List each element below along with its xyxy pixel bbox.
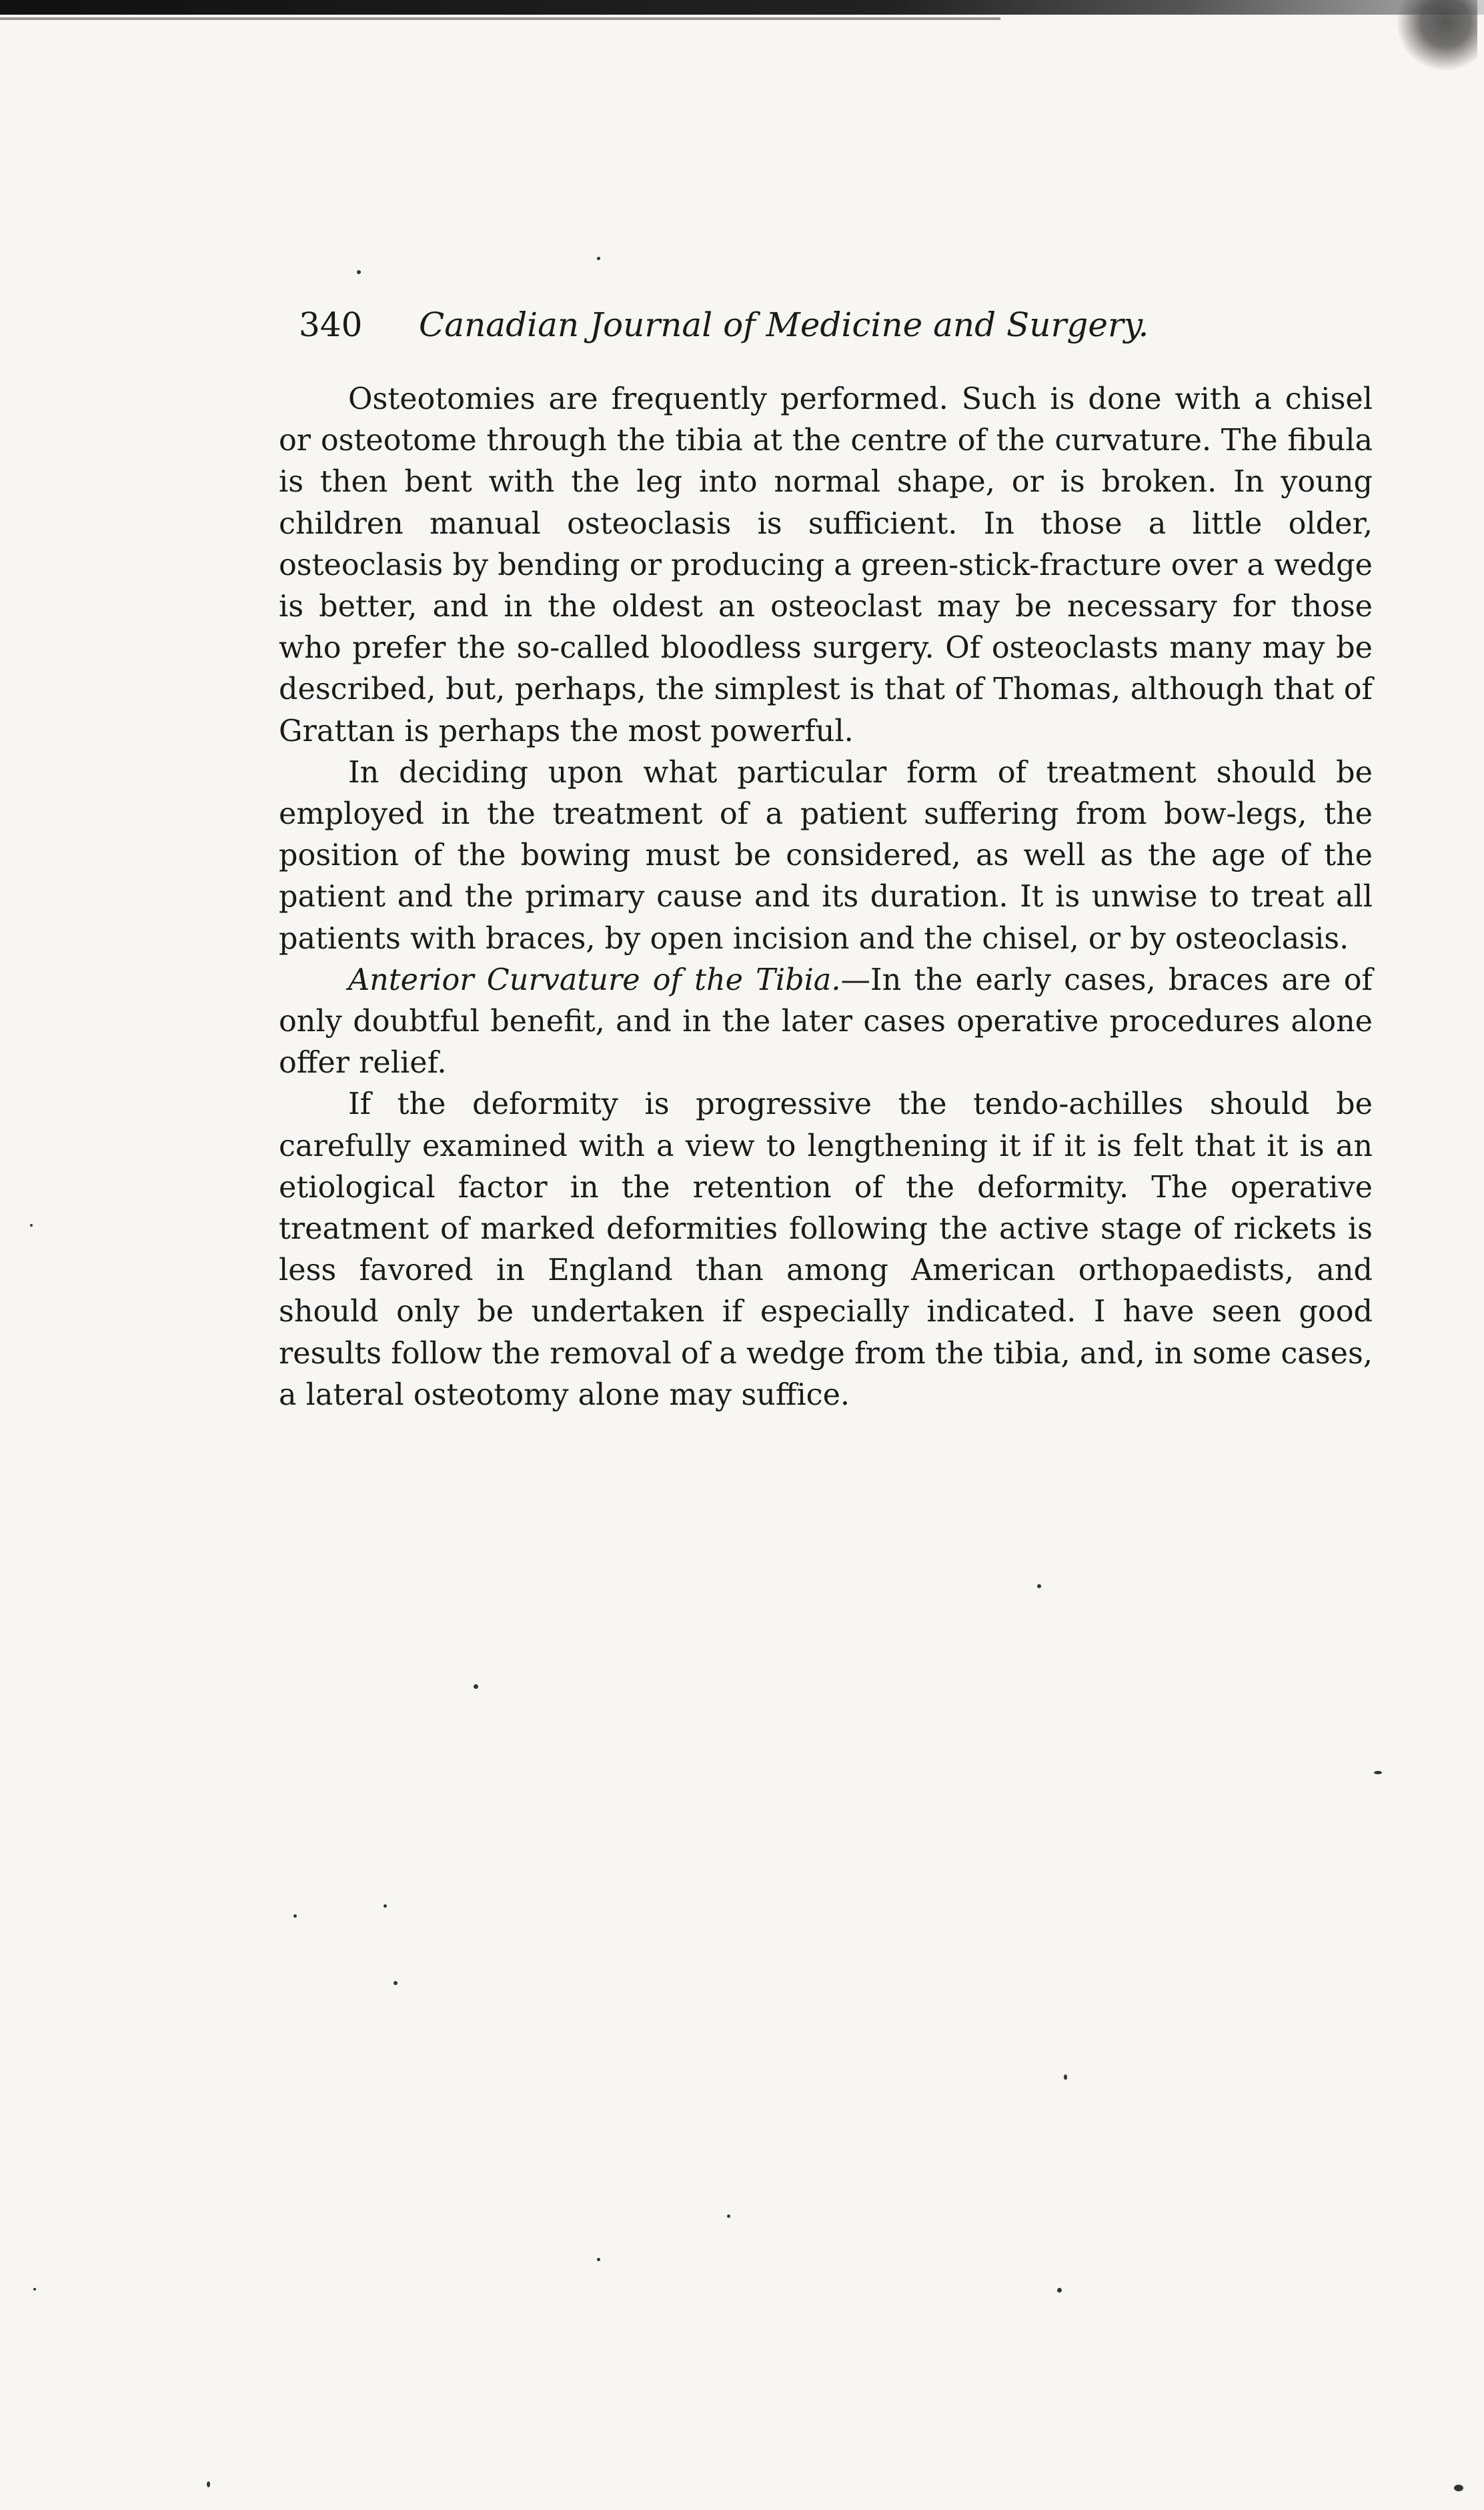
paragraph-text: —In the early cases, braces are of only doubtful benefit, and in the later cases operative procedures alone offer relief. — [279, 963, 1373, 1081]
body-text — [279, 379, 1373, 1416]
corner-ink-blot — [1397, 0, 1477, 73]
print-speck — [1374, 1771, 1382, 1774]
print-speck — [357, 270, 361, 274]
paragraph-osteotomies — [279, 379, 1373, 752]
print-speck — [1454, 2485, 1463, 2491]
paragraph-tendo-achilles — [279, 1084, 1373, 1416]
page-number: 340 — [299, 305, 363, 344]
journal-title: Canadian Journal of Medicine and Surgery. — [419, 305, 1149, 344]
print-speck — [293, 1914, 297, 1918]
print-speck — [33, 2288, 36, 2291]
print-speck — [1037, 1584, 1041, 1588]
page-top-rule — [0, 0, 1484, 15]
print-speck — [394, 1981, 398, 1985]
print-speck — [384, 1904, 387, 1908]
running-head — [299, 303, 1206, 346]
section-heading-italic: Anterior Curvature of the Tibia. — [348, 963, 841, 997]
paragraph-text: In deciding upon what particular form of treatment should be employed in the treatment of a patient suffering from bow-legs, the position of the bowing must be considered, as well as the age of the patient and the primary cause and its duration. It is unwise to treat all patients with braces, by open incision and the chisel, or by osteoclasis. — [279, 755, 1373, 956]
print-speck — [207, 2481, 210, 2487]
print-speck — [474, 1684, 478, 1689]
paragraph-anterior-curvature — [279, 960, 1373, 1085]
page-top-rule-secondary — [0, 17, 1000, 20]
paragraph-text: Osteotomies are frequently performed. Such is done with a chisel or osteotome through the tibia at the centre of the curvature. The fibula is then bent with the leg into normal shape, or is broken. In young children manual osteoclasis is sufficient. In those a little older, osteoclasis by bending or producing a green-stick-fracture over a wedge is better, and in the oldest an osteoclast may be necessary for those who prefer the so-called bloodless surgery. Of osteoclasts many may be described, but, perhaps, the simplest is that of Thomas, although that of Grattan is perhaps the most powerful. — [279, 382, 1373, 748]
paragraph-treatment-choice — [279, 752, 1373, 960]
paragraph-text: If the deformity is progressive the tendo-achilles should be carefully examined with a view to lengthening it if it is felt that it is an etiological factor in the retention of the deformity. The operative treatment of marked deformities following the active stage of rickets is less favored in England than among American orthopaedists, and should only be undertaken if especially indicated. I have seen good results follow the removal of a wedge from the tibia, and, in some cases, a lateral osteotomy alone may suffice. — [279, 1087, 1373, 1412]
print-speck — [597, 2258, 600, 2261]
print-speck — [597, 257, 600, 260]
print-speck — [1064, 2074, 1067, 2080]
print-speck — [1057, 2288, 1062, 2293]
print-speck — [30, 1224, 33, 1227]
print-speck — [727, 2215, 730, 2218]
